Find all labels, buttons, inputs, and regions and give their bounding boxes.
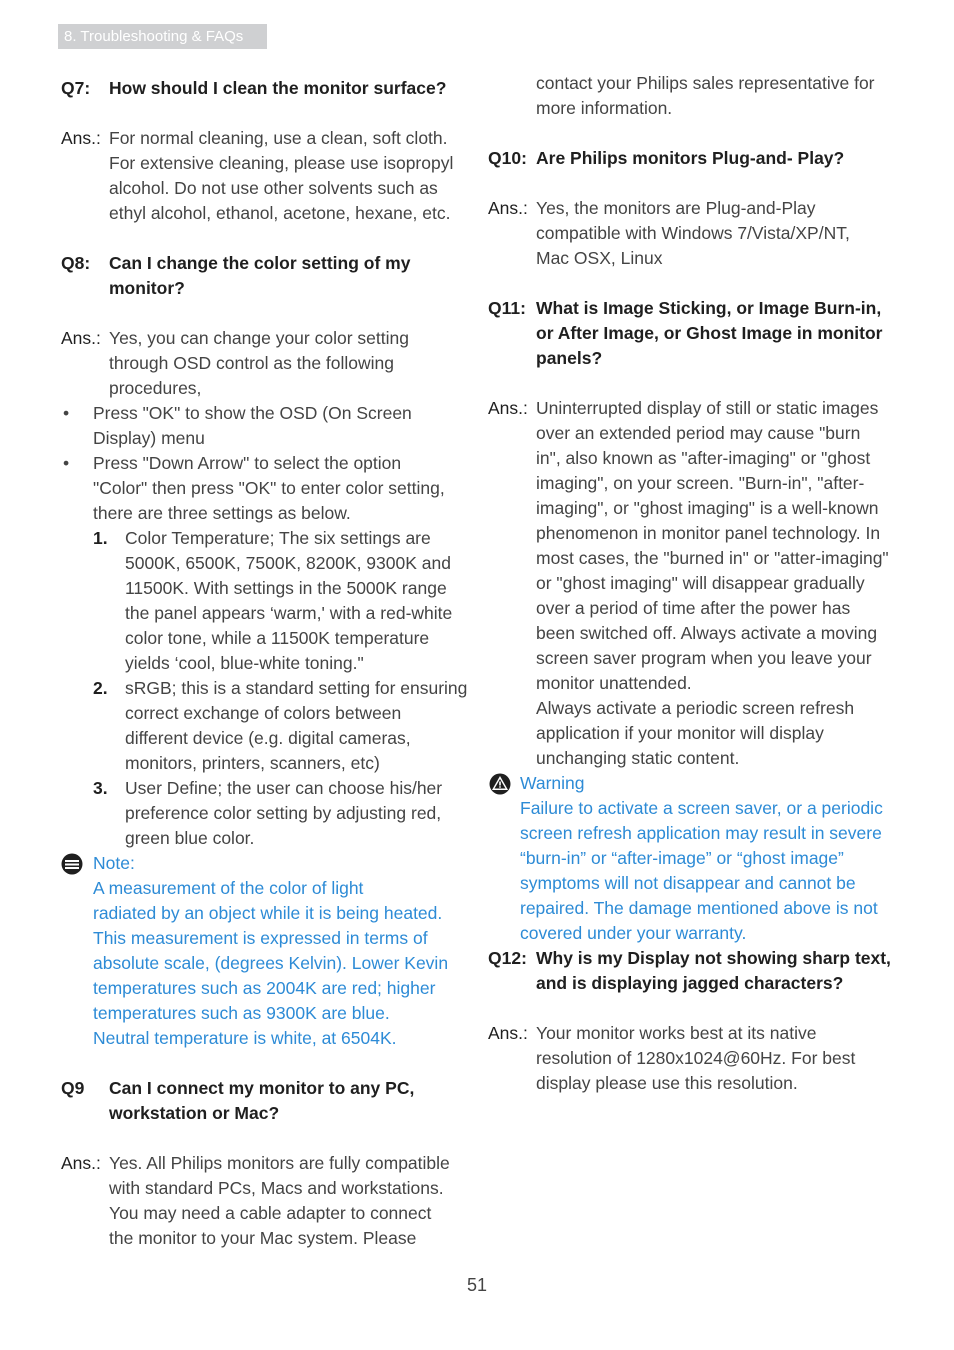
page-number: 51: [466, 1275, 488, 1295]
answer-q9: Ans.: Yes. All Philips monitors are fully compatible with standard PCs, Macs and workstations. You may need a cable adapter to connect the monitor to your Mac system. Please: [61, 1153, 450, 1248]
note-heading: Note:: [61, 851, 471, 876]
numbered-item: 3. User Define; the user can choose his/her preference color setting by adjusting red, green blue color.: [93, 778, 443, 848]
answer-q7: Ans.: For normal cleaning, use a clean, soft cloth. For extensive cleaning, please use isopropyl alcohol. Do not use other solvents such as ethyl alcohol, ethanol, acetone, hexane, etc.: [61, 128, 454, 223]
question-q8: Q8: Can I change the color setting of my monitor?: [61, 253, 411, 298]
right-column: [488, 71, 898, 1096]
warning-heading: Warning: [488, 771, 898, 796]
section-tab: 8. Troubleshooting & FAQs: [58, 24, 267, 49]
answer-q9-continued: contact your Philips sales representative for more information.: [536, 73, 875, 118]
warning-icon: [488, 773, 520, 795]
question-q12: Q12: Why is my Display not showing sharp text, and is displaying jagged characters?: [488, 948, 891, 993]
note-body: A measurement of the color of light radiated by an object while it is being heated. This measurement is expressed in terms of absolute scale, (degrees Kelvin). Lower Kevin temperatures such as 2004K are red; higher temperatures such as 9300K are blue. Neutral temperature is white, at 6504K.: [93, 878, 449, 1048]
question-q9: Q9 Can I connect my monitor to any PC, workstation or Mac?: [61, 1078, 415, 1123]
numbered-item: 1. Color Temperature; The six settings are 5000K, 6500K, 7500K, 8200K, 9300K and 11500K. With settings in the 5000K range the panel appears ‘warm,' with a red-white color tone, while a 11500K temperature yields ‘cool, blue-white toning.": [93, 528, 453, 673]
note-icon: [61, 853, 93, 875]
list-item: • Press "Down Arrow" to select the option "Color" then press "OK" to enter color setting, there are three settings as below.: [63, 453, 445, 523]
answer-q12: Ans.: Your monitor works best at its native resolution of 1280x1024@60Hz. For best display please use this resolution.: [488, 1023, 856, 1093]
question-q7: Q7: How should I clean the monitor surface?: [61, 78, 447, 98]
answer-q10: Ans.: Yes, the monitors are Plug-and-Play compatible with Windows 7/Vista/XP/NT, Mac OSX, Linux: [488, 198, 850, 268]
question-q11: Q11: What is Image Sticking, or Image Burn-in, or After Image, or Ghost Image in monitor panels?: [488, 298, 883, 368]
warning-body: Failure to activate a screen saver, or a periodic screen refresh application may result in severe “burn-in” or “after-image” or “ghost image” symptoms will not disappear and cannot be repaired. The damage mentioned above is not covered under your warranty.: [520, 798, 883, 943]
answer-q11: Ans.: Uninterrupted display of still or static images over an extended period may cause "burn in", also known as "after-imaging" or "ghost imaging", on your screen. "Burn-in", "after- imaging", or "ghost imaging" is a well-known phenomenon in monitor panel technology. In most cases, the "burned in" or "atter-imaging" or "ghost imaging" will disappear gradually over a period of time after the power has been switched off. Always activate a moving screen saver program when you leave your monitor unattended. Always activate a periodic screen refresh application if your monitor will display unchanging static content.: [488, 398, 889, 768]
left-column: [61, 76, 471, 1251]
answer-q8: Ans.: Yes, you can change your color setting through OSD control as the following procedures,: [61, 328, 409, 398]
list-item: • Press "OK" to show the OSD (On Screen Display) menu: [63, 403, 412, 448]
numbered-item: 2. sRGB; this is a standard setting for ensuring correct exchange of colors between different device (e.g. digital cameras, monitors, printers, scanners, etc): [93, 678, 468, 773]
question-q10: Q10: Are Philips monitors Plug-and- Play?: [488, 148, 845, 168]
